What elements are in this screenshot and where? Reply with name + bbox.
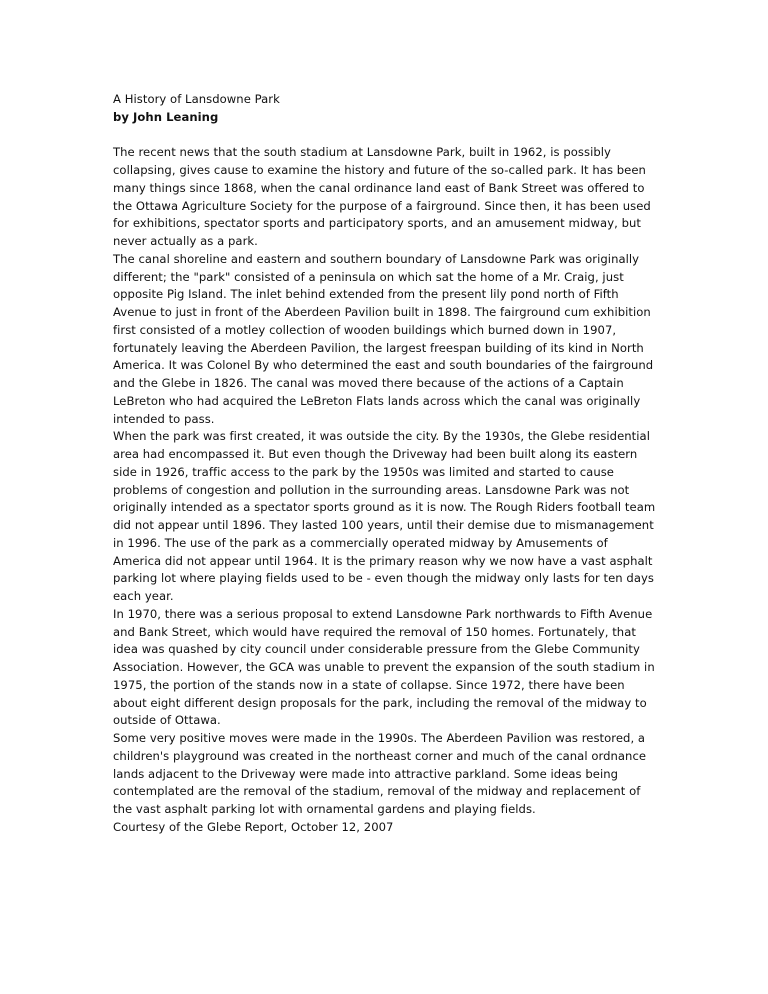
blank-line [113,127,658,145]
author-byline: by John Leaning [113,109,219,124]
document-title: A History of Lansdowne Park [113,92,280,106]
paragraph-boundaries: The canal shoreline and eastern and southern boundary of Lansdowne Park was originally different; the "park" consisted of a peninsula on which sat the home of a Mr. Craig, just opposite Pig Island. The inlet behind extended from the present lily pond north of Fifth Avenue to just in front of the Aberdeen Pavilion built in 1898. The fairground cum exhibition first consisted of a motley collection of wooden buildings which burned down in 1907, fortunately leaving the Aberdeen Pavilion, the largest freespan building of its kind in North America. It was Colonel By who determined the east and south boundaries of the fairground and the Glebe in 1826. The canal was moved there because of the actions of a Captain LeBreton who had acquired the LeBreton Flats lands across which the canal was originally intended to pass. [113,251,654,426]
courtesy-line: Courtesy of the Glebe Report, October 12, 2007 [113,819,394,834]
paragraph-1970-proposal: In 1970, there was a serious proposal to extend Lansdowne Park northwards to Fifth Avenue and Bank Street, which would have required the removal of 150 homes. Fortunately, that idea was quashed by city council under considerable pressure from the Glebe Community Association. However, the GCA was unable to prevent the expansion of the south stadium in 1975, the portion of the stands now in a state of collapse. Since 1972, there have been about eight different design proposals for the park, including the removal of the midway to outside of Ottawa. [113,606,655,728]
paragraph-1990s: Some very positive moves were made in the 1990s. The Aberdeen Pavilion was restored, a children's playground was created in the northeast corner and much of the canal ordnance lands adjacent to the Driveway were made into attractive parkland. Some ideas being contemplated are the removal of the stadium, removal of the midway and replacement of the vast asphalt parking lot with ornamental gardens and playing fields. [113,731,647,816]
document-page [113,91,658,837]
paragraph-city-growth: When the park was first created, it was outside the city. By the 1930s, the Glebe residential area had encompassed it. But even though the Driveway had been built along its eastern side in 1926, traffic access to the park by the 1950s was limited and started to cause problems of congestion and pollution in the surrounding areas. Lansdowne Park was not originally intended as a spectator sports ground as it is now. The Rough Riders football team did not appear until 1896. They lasted 100 years, until their demise due to mismanagement in 1996. The use of the park as a commercially operated midway by Amusements of America did not appear until 1964. It is the primary reason why we now have a vast asphalt parking lot where playing fields used to be - even though the midway only lasts for ten days each year. [113,429,656,603]
paragraph-intro: The recent news that the south stadium at Lansdowne Park, built in 1962, is possibly collapsing, gives cause to examine the history and future of the so-called park. It has been many things since 1868, when the canal ordinance land east of Bank Street was offered to the Ottawa Agriculture Society for the purpose of a fairground. Since then, it has been used for exhibitions, spectator sports and participatory sports, and an amusement midway, but never actually as a park. [113,145,651,248]
